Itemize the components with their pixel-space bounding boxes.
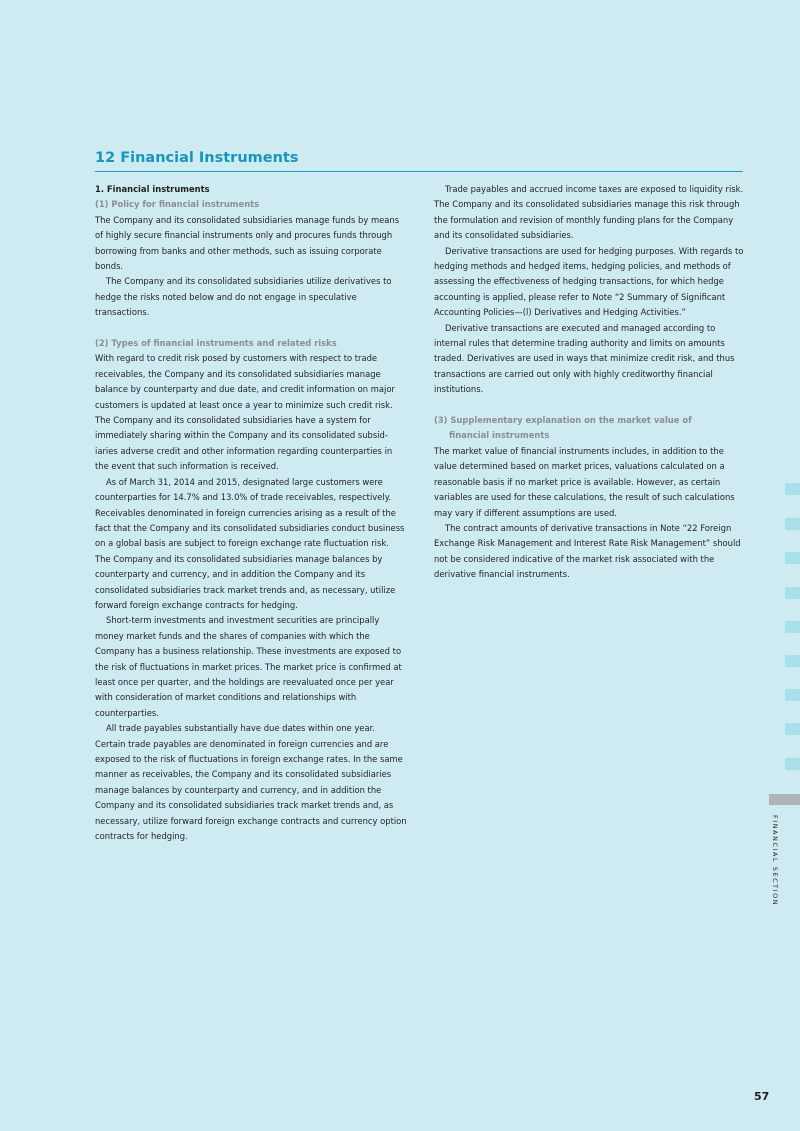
- paragraph: Derivative transactions are executed and managed according to internal rules that determine trading authority and limits on amounts traded. Derivatives are used in ways that minimize credit risk, and thus transactions are carried out only with highly creditworthy financial institutions.: [434, 322, 735, 395]
- topic-heading-line: (3) Supplementary explanation on the market value of: [434, 415, 692, 426]
- title-rule: [95, 171, 743, 172]
- topic-heading: (1) Policy for financial instruments: [95, 199, 260, 210]
- left-column: [95, 182, 407, 844]
- page-number: 57: [754, 1090, 770, 1103]
- section-tab[interactable]: [785, 689, 800, 701]
- section-tab[interactable]: [785, 621, 800, 633]
- paragraph: Trade payables and accrued income taxes are exposed to liquidity risk. The Company and its consolidated subsidiaries manage this risk through the formulation and revision of monthly funding plans for the Company and its consolidated subsidiaries.: [434, 184, 744, 241]
- paragraph: The contract amounts of derivative transactions in Note “22 Foreign Exchange Risk Management and Interest Rate Risk Management” should not be considered indicative of the market risk associated with the derivative financial instruments.: [434, 522, 741, 580]
- paragraph: All trade payables substantially have due dates within one year. Certain trade payables are denominated in foreign currencies and are exposed to the risk of fluctuations in foreign exchange rates. In the same manner as receivables, the Company and its consolidated subsidiaries manage balances by counterparty and currency, and in addition the Company and its consolidated subsidiaries track market trends and, as necessary, utilize forward foreign exchange contracts and currency option contracts for hedging.: [95, 723, 407, 842]
- topic-heading: (2) Types of financial instruments and related risks: [95, 338, 337, 349]
- section-title: 12 Financial Instruments: [95, 150, 299, 166]
- side-section-label: FINANCIAL SECTION: [771, 815, 779, 907]
- topic-heading: [434, 413, 744, 444]
- paragraph: Derivative transactions are used for hedging purposes. With regards to hedging methods and hedged items, hedging policies, and methods of assessing the effectiveness of hedging transactions, for which hedge accounting is applied, please refer to Note “2 Summary of Significant Accounting Policies—(l) Derivatives and Hedging Activities.”: [434, 245, 744, 318]
- section-tab[interactable]: [785, 483, 800, 495]
- section-tab[interactable]: [785, 723, 800, 735]
- section-tab[interactable]: [785, 518, 800, 530]
- section-tab-active[interactable]: [769, 794, 800, 805]
- right-column: [434, 182, 744, 583]
- paragraph: The Company and its consolidated subsidiaries utilize derivatives to hedge the risks noted below and do not engage in speculative transactions.: [95, 276, 392, 318]
- paragraph: The market value of financial instruments includes, in addition to the value determined based on market prices, valuations calculated on a reasonable basis if no market price is available. However, as certain variables are used for these calculations, the result of such calculations may vary if different assumptions are used.: [434, 445, 735, 518]
- topic-heading-continuation: financial instruments: [449, 430, 550, 441]
- paragraph: Short-term investments and investment securities are principally money market funds and the shares of companies with which the Company has a business relationship. These investments are exposed to the risk of fluctuations in market prices. The market price is confirmed at least once per quarter, and the holdings are reevaluated once per year with consideration of market conditions and relationships with counterparties.: [95, 615, 402, 718]
- paragraph: With regard to credit risk posed by customers with respect to trade receivables, the Company and its consolidated subsidiaries manage balance by counterparty and due date, and credit information on major customers is updated at least once a year to minimize such credit risk. The Company and its consolidated subsidiaries have a system for immediately sharing within the Company and its consolidated subsidiaries adverse credit and other information regarding counterparties in the event that such information is received.: [95, 353, 395, 472]
- subsection-heading: 1. Financial instruments: [95, 184, 210, 194]
- paragraph: The Company and its consolidated subsidiaries manage funds by means of highly secure financial instruments only and procures funds through borrowing from banks and other methods, such as issuing corporate bonds.: [95, 214, 400, 272]
- section-tab[interactable]: [785, 758, 800, 770]
- paragraph: As of March 31, 2014 and 2015, designated large customers were counterparties for 14.7% and 13.0% of trade receivables, respectively. Receivables denominated in foreign currencies arising as a result of the fact that the Company and its consolidated subsidiaries conduct business on a global basis are subject to foreign exchange rate fluctuation risk. The Company and its consolidated subsidiaries manage balances by counterparty and currency, and in addition the Company and its consolidated subsidiaries track market trends and, as necessary, utilize forward foreign exchange contracts for hedging.: [95, 476, 405, 610]
- section-tab[interactable]: [785, 587, 800, 599]
- section-tab[interactable]: [785, 655, 800, 667]
- section-tab[interactable]: [785, 552, 800, 564]
